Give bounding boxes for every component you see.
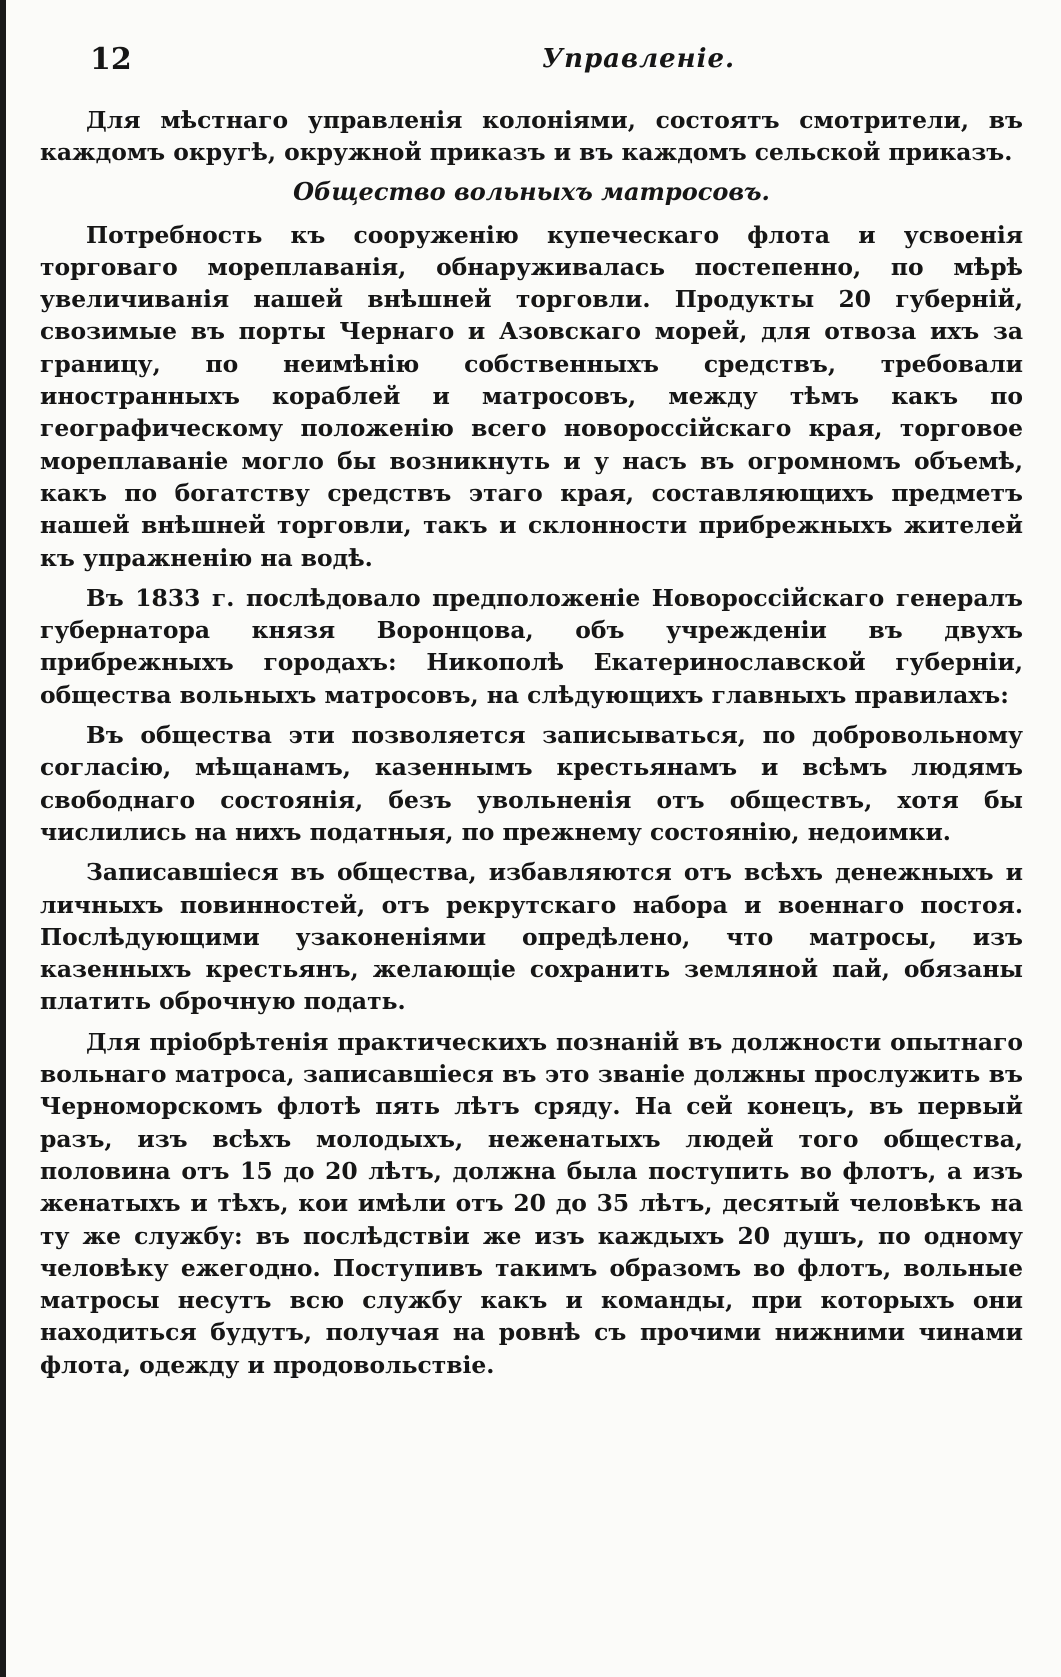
- paragraph-enrollment-rules: Въ общества эти позволяется записываться, по добровольному согласію, мѣщанамъ, казеннымъ крестьянамъ и всѣмъ людямъ свободнаго состоянія, безъ увольненія отъ обществъ, хотя бы числились на нихъ податныя, по прежнему состоянію, недоимки.: [40, 721, 1023, 846]
- section-title: Общество вольныхъ матросовъ.: [293, 176, 770, 206]
- paragraph-local-administration: Для мѣстнаго управленія колоніями, состоятъ смотрители, въ каждомъ округѣ, окружной приказъ и въ каждомъ сельской приказъ.: [40, 106, 1023, 167]
- paragraph-exemptions: Записавшіеся въ общества, избавляются отъ всѣхъ денежныхъ и личныхъ повинностей, отъ рекрутскаго набора и военнаго постоя. Послѣдующими узаконеніями опредѣлено, что матросы, изъ казенныхъ крестьянъ, желающіе сохранить земляной пай, обязаны платить оброчную подать.: [40, 858, 1023, 1016]
- paragraph-merchant-fleet-need: Потребность къ сооруженію купеческаго флота и усвоенія торговаго мореплаванія, обнаруживалась постепенно, по мѣрѣ увеличиванія нашей внѣшней торговли. Продукты 20 губерній, свозимые въ порты Чернаго и Азовскаго морей, для отвоза ихъ за границу, по неимѣнію собственныхъ средствъ, требовали иностранныхъ кораблей и матросовъ, между тѣмъ какъ по географическому положенію всего новороссійскаго края, торговое мореплаваніе могло бы возникнуть и у насъ въ огромномъ объемѣ, какъ по богатству средствъ этаго края, составляющихъ предметъ нашей внѣшней торговли, такъ и склонности прибрежныхъ жителей къ упражненію на водѣ.: [40, 220, 1023, 572]
- page-edge-border: [0, 0, 6, 1677]
- page-number: 12: [90, 42, 132, 77]
- running-title: Управленіе.: [542, 44, 736, 74]
- paragraph-1833-proposal: Въ 1833 г. послѣдовало предположеніе Новороссійскаго генералъ губернатора князя Воронцова, объ учрежденіи въ двухъ прибрежныхъ городахъ: Никополѣ Екатеринославской губерніи, общества вольныхъ матросовъ, на слѣдующихъ главныхъ правилахъ:: [40, 583, 1023, 709]
- page-body: [40, 104, 1023, 1389]
- page-header: [90, 38, 1020, 78]
- paragraph-fleet-service: Для пріобрѣтенія практическихъ познаній въ должности опытнаго вольнаго матроса, записавшіеся въ это званіе должны прослужить въ Черноморскомъ флотѣ пять лѣтъ сряду. На сей конецъ, въ первый разъ, изъ всѣхъ молодыхъ, неженатыхъ людей того общества, половина отъ 15 до 20 лѣтъ, должна была поступить во флотъ, а изъ женатыхъ и тѣхъ, кои имѣли отъ 20 до 35 лѣтъ, десятый человѣкъ на ту же службу: въ послѣдствіи же изъ каждыхъ 20 душъ, по одному человѣку ежегодно. Поступивъ такимъ образомъ во флотъ, вольные матросы несутъ всю службу какъ и команды, при которыхъ они находиться будутъ, получая на ровнѣ съ прочими нижними чинами флота, одежду и продовольствіе.: [40, 1027, 1023, 1379]
